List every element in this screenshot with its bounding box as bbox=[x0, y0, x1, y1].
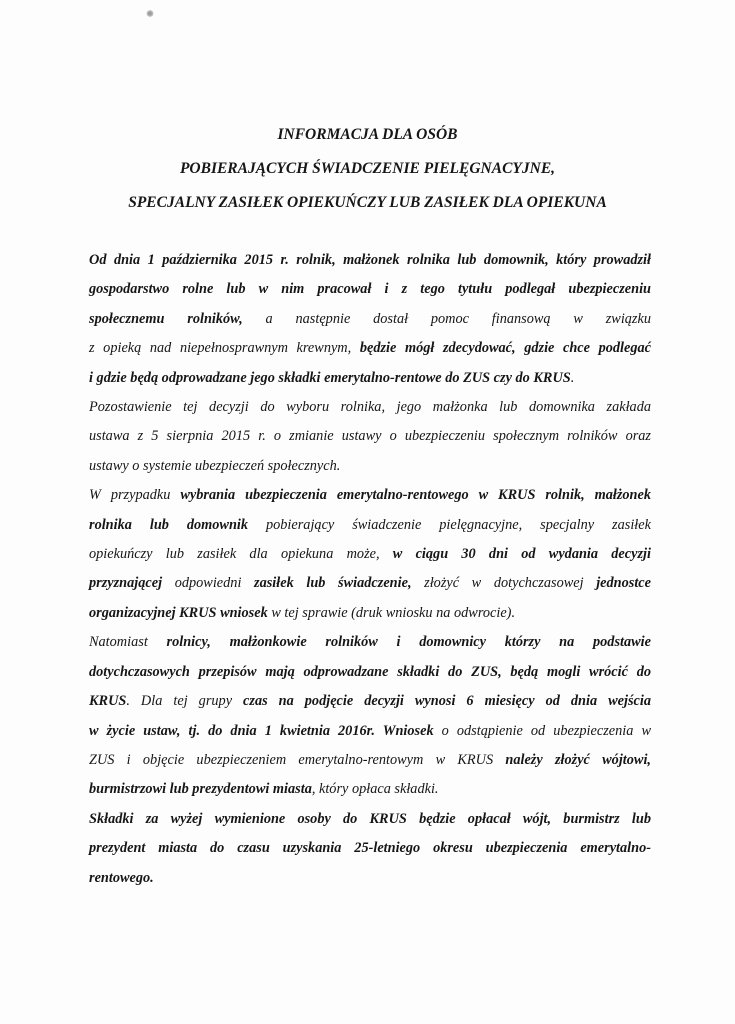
text-span: . bbox=[570, 369, 575, 386]
text-span: należy złożyć wójtowi, bbox=[505, 751, 652, 768]
text-span: w ciągu 30 dni od wydania decyzji bbox=[392, 546, 651, 563]
text-span: W przypadku bbox=[89, 487, 181, 504]
paragraph-2 bbox=[89, 481, 651, 628]
text-span: będzie mógł zdecydować, gdzie chce podlegać bbox=[359, 340, 651, 357]
text-span: , który opłaca składki. bbox=[311, 781, 439, 798]
text-span: jednostce bbox=[596, 575, 651, 592]
title-line: POBIERAJĄCYCH ŚWIADCZENIE PIELĘGNACYJNE, bbox=[179, 160, 556, 177]
text-span: opiekuńczy lub zasiłek dla opiekuna może, bbox=[89, 546, 393, 563]
text-span: Pozostawienie tej decyzji do wyboru rolnika, jego małżonka lub domownika zakłada bbox=[89, 399, 651, 416]
text-span: w życie ustaw, tj. do dnia 1 kwietnia 2016r. Wniosek bbox=[89, 722, 434, 739]
text-span: i gdzie będą odprowadzane jego składki emerytalno-rentowe do ZUS czy do KRUS bbox=[89, 369, 571, 386]
text-span: Od dnia 1 października 2015 r. rolnik, małżonek rolnika lub domownik, który prowadził bbox=[89, 252, 651, 268]
text-span: rentowego. bbox=[89, 869, 154, 886]
text-span: wybrania ubezpieczenia emerytalno-rentowego w KRUS rolnik, małżonek bbox=[180, 487, 651, 504]
title-line: SPECJALNY ZASIŁEK OPIEKUŃCZY LUB ZASIŁEK DLA OPIEKUNA bbox=[128, 194, 607, 211]
text-span: rolnika lub domownik bbox=[89, 516, 249, 533]
text-span: zasiłek lub świadczenie, bbox=[254, 575, 412, 592]
paragraph-1 bbox=[89, 246, 651, 481]
text-span: pobierający świadczenie pielęgnacyjne, specjalny zasiłek bbox=[248, 516, 651, 533]
text-span: ustawy o systemie ubezpieczeń społecznych. bbox=[89, 457, 341, 474]
text-span: gospodarstwo rolne lub w nim pracował i z tego tytułu podlegał ubezpieczeniu bbox=[89, 281, 651, 298]
text-span: Składki za wyżej wymienione osoby do KRUS będzie opłacał wójt, burmistrz lub bbox=[89, 810, 651, 827]
title-line: INFORMACJA DLA OSÓB bbox=[277, 126, 458, 143]
text-span: ZUS i objęcie ubezpieczeniem emerytalno-rentowym w KRUS bbox=[89, 751, 506, 768]
text-span: ustawa z 5 sierpnia 2015 r. o zmianie ustawy o ubezpieczeniu społecznym rolników oraz bbox=[89, 428, 651, 445]
paragraph-3 bbox=[89, 628, 651, 804]
text-span: prezydent miasta do czasu uzyskania 25-letniego okresu ubezpieczenia emerytalno- bbox=[89, 840, 651, 857]
text-span: społecznemu rolników, bbox=[89, 310, 243, 327]
text-span: Natomiast bbox=[89, 634, 167, 651]
text-span: w tej sprawie (druk wniosku na odwrocie). bbox=[267, 604, 516, 621]
paragraph-4 bbox=[89, 805, 651, 893]
text-span: z opieką nad niepełnosprawnym krewnym, bbox=[89, 340, 360, 357]
text-span: przyznającej bbox=[89, 575, 163, 592]
text-span: burmistrzowi lub prezydentowi miasta bbox=[89, 781, 312, 798]
scan-speck bbox=[146, 10, 154, 17]
document-title bbox=[0, 118, 735, 220]
text-span: o odstąpienie od ubezpieczenia w bbox=[433, 722, 651, 739]
text-span: a następnie dostał pomoc finansową w związku bbox=[242, 310, 651, 327]
text-span: organizacyjnej KRUS wniosek bbox=[89, 604, 268, 621]
text-span: dotychczasowych przepisów mają odprowadzane składki do ZUS, będą mogli wrócić do bbox=[89, 663, 651, 680]
text-span: złożyć w dotychczasowej bbox=[411, 575, 597, 592]
document-body bbox=[89, 246, 651, 893]
text-span: . Dla tej grupy bbox=[126, 693, 244, 710]
text-span: rolnicy, małżonkowie rolników i domownicy którzy na podstawie bbox=[166, 634, 651, 651]
text-span: KRUS bbox=[89, 693, 127, 710]
text-span: odpowiedni bbox=[162, 575, 255, 592]
text-span: czas na podjęcie decyzji wynosi 6 miesięcy od dnia wejścia bbox=[243, 693, 651, 710]
